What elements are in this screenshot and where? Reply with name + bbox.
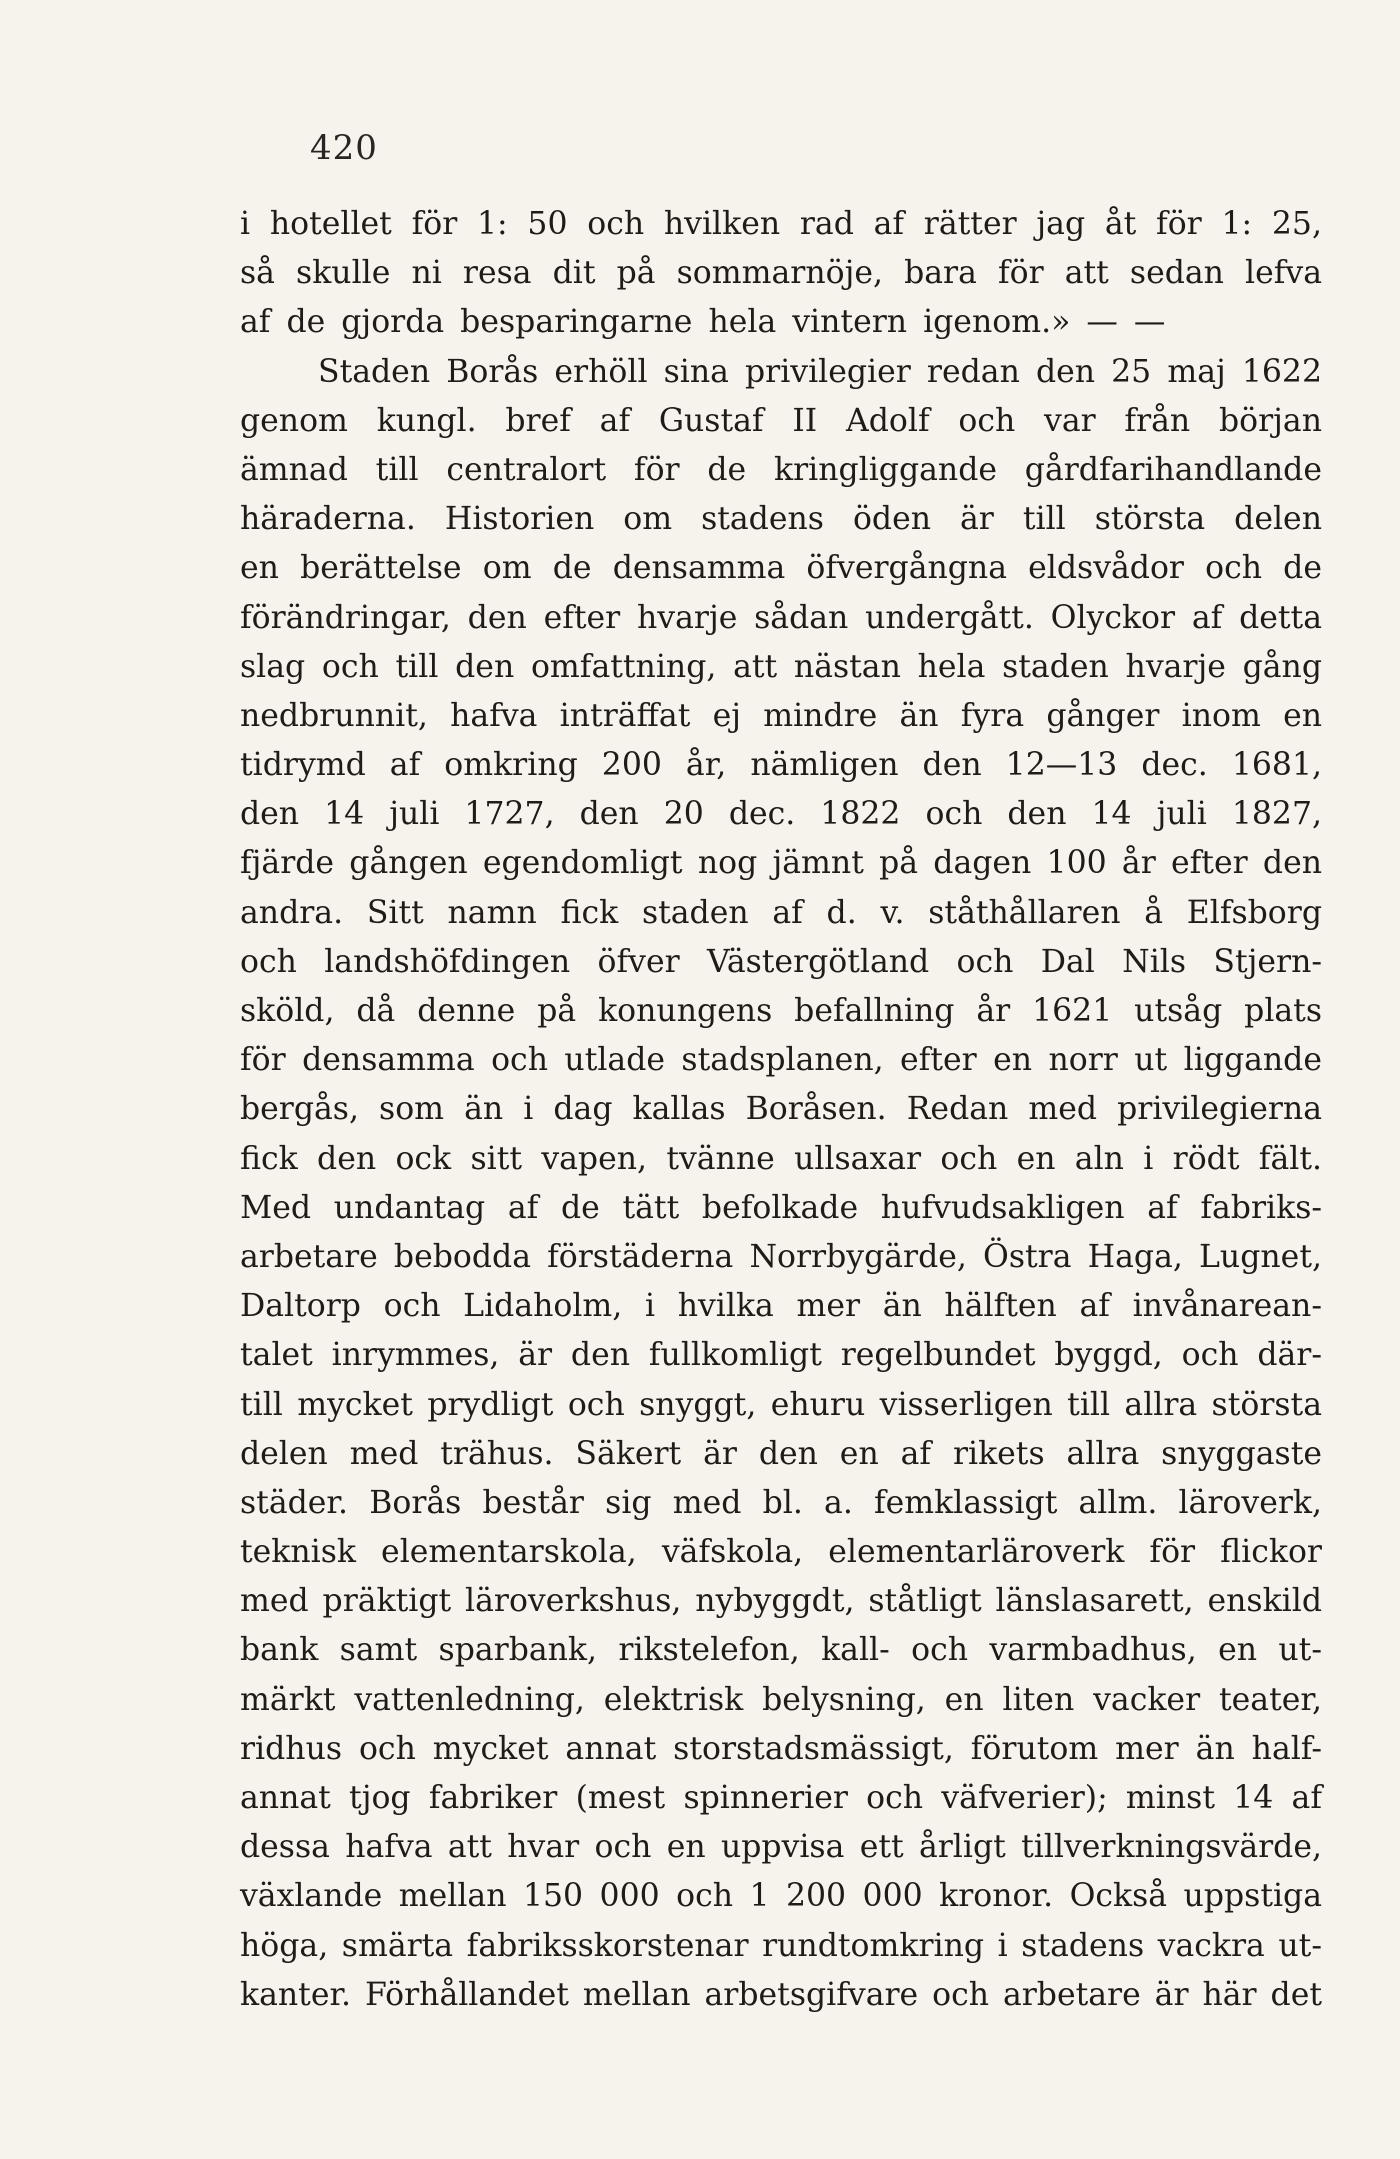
text-line: ridhus och mycket annat storstadsmässigt, förutom mer än half- [240,1730,1322,1767]
text-line: kanter. Förhållandet mellan arbetsgifvare och arbetare är här det [240,1976,1322,2013]
text-line: städer. Borås består sig med bl. a. femklassigt allm. läroverk, [240,1484,1322,1521]
text-line: växlande mellan 150 000 och 1 200 000 kronor. Också uppstiga [240,1878,1322,1915]
text-line: ämnad till centralort för de kringliggande gårdfarihandlande [240,451,1322,488]
text-line: dessa hafva att hvar och en uppvisa ett årligt tillverkningsvärde, [240,1829,1322,1866]
text-line: teknisk elementarskola, väfskola, elementarläroverk för flickor [240,1534,1322,1571]
text-line: annat tjog fabriker (mest spinnerier och väfverier); minst 14 af [240,1780,1322,1816]
text-line: talet inrymmes, är den fullkomligt regelbundet byggd, och där- [240,1337,1322,1374]
text-line: och landshöfdingen öfver Västergötland och Dal Nils Stjern- [240,943,1322,980]
text-line: af de gjorda besparingarne hela vintern igenom.» — — [240,304,1166,341]
text-line: nedbrunnit, hafva inträffat ej mindre än fyra gånger inom en [240,697,1322,734]
text-line: bank samt sparbank, rikstelefon, kall- och varmbadhus, en ut- [240,1632,1322,1669]
text-line: genom kungl. bref af Gustaf II Adolf och var från början [240,402,1322,439]
text-line: arbetare bebodda förstäderna Norrbygärde, Östra Haga, Lugnet, [240,1238,1322,1275]
text-line: förändringar, den efter hvarje sådan undergått. Olyckor af detta [240,599,1322,636]
text-line: häraderna. Historien om stadens öden är till största delen [240,501,1322,538]
text-line: den 14 juli 1727, den 20 dec. 1822 och den 14 juli 1827, [240,796,1322,833]
page-number: 420 [310,128,378,168]
text-line: Med undantag af de tätt befolkade hufvudsakligen af fabriks- [240,1189,1322,1226]
text-line: delen med trähus. Säkert är den en af rikets allra snyggaste [240,1435,1322,1472]
text-line: märkt vattenledning, elektrisk belysning, en liten vacker teater, [240,1681,1322,1718]
text-line: sköld, då denne på konungens befallning år 1621 utsåg plats [240,993,1322,1029]
text-line: Daltorp och Lidaholm, i hvilka mer än hälften af invånarean- [240,1288,1322,1325]
text-line: med präktigt läroverkshus, nybyggdt, ståtligt länslasarett, enskild [240,1583,1322,1620]
text-line: andra. Sitt namn fick staden af d. v. ståthållaren å Elfsborg [240,894,1322,931]
text-line: tidrymd af omkring 200 år, nämligen den 12—13 dec. 1681, [240,747,1322,784]
body-text [240,200,1322,2020]
text-line: till mycket prydligt och snyggt, ehuru visserligen till allra största [240,1386,1322,1423]
text-line: höga, smärta fabriksskorstenar rundtomkring i stadens vackra ut- [240,1927,1322,1964]
text-line: Staden Borås erhöll sina privilegier redan den 25 maj 1622 [318,353,1322,390]
text-line: bergås, som än i dag kallas Boråsen. Redan med privilegierna [240,1091,1322,1128]
text-line: slag och till den omfattning, att nästan hela staden hvarje gång [240,648,1322,685]
text-line: fjärde gången egendomligt nog jämnt på dagen 100 år efter den [240,845,1322,882]
text-line: så skulle ni resa dit på sommarnöje, bara för att sedan lefva [240,255,1322,292]
text-line: fick den ock sitt vapen, tvänne ullsaxar och en aln i rödt fält. [240,1140,1322,1177]
text-line: en berättelse om de densamma öfvergångna eldsvådor och de [240,550,1322,587]
text-line: för densamma och utlade stadsplanen, efter en norr ut liggande [240,1042,1322,1079]
text-line: i hotellet för 1: 50 och hvilken rad af rätter jag åt för 1: 25, [240,206,1322,242]
